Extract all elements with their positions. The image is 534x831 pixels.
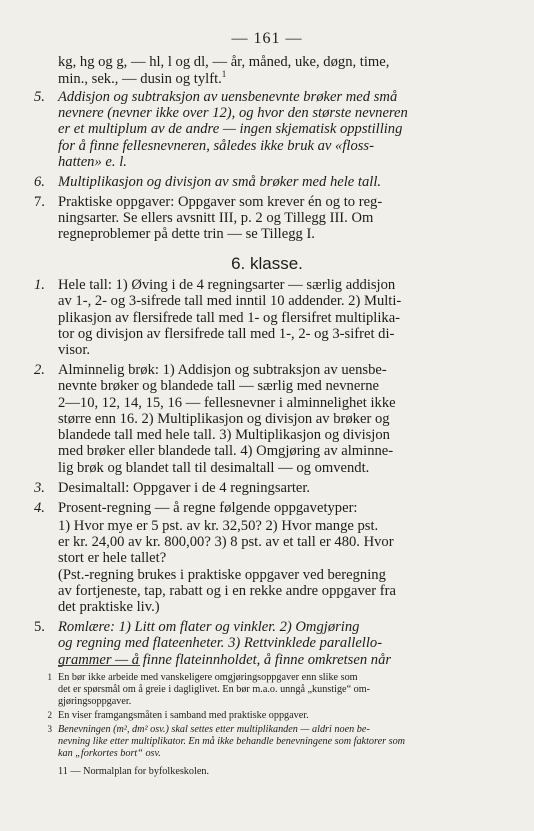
b2-line: lig brøk og blandet tall til desimaltall — og omvendt. (58, 459, 370, 476)
footnote-line: kan „forkortes bort“ osv. (58, 748, 161, 759)
item-number: 4. (34, 499, 45, 516)
footnote-line: En bør ikke arbeide med vanskeligere omgjøringsoppgaver enn slike som (58, 672, 358, 683)
item-5-line: er et multiplum av de andre — ingen skjematisk oppstilling (58, 121, 403, 138)
footnote-line: Benevningen (m², dm² osv.) skal settes etter multiplikanden — aldri noen be- (58, 724, 370, 735)
b4-line: det praktiske liv.) (58, 599, 160, 616)
page-signature: 11 — Normalplan for byfolkeskolen. (58, 766, 209, 777)
item-5-line: hatten» e. l. (58, 153, 127, 170)
b2-line: nevnte brøker og blandede tall — særlig med nevnerne (58, 378, 379, 395)
b1-line: visor. (58, 342, 91, 359)
b4-line: av fortjeneste, tap, rabatt og i en rekke andre oppgaver fra (58, 582, 396, 599)
item-5-line: nevnere (nevner ikke over 12), og hvor den største nevneren (58, 104, 408, 121)
item-6-line: Multiplikasjon og divisjon av små brøker med hele tall. (58, 173, 382, 190)
footnote-line: gjøringsoppgaver. (58, 696, 132, 707)
footnote-mark: 3 (47, 724, 52, 734)
b2-line: 2—10, 12, 14, 15, 16 — fellesnevner i alminnelighet ikke (58, 394, 396, 411)
item-number: 6. (34, 173, 45, 190)
item-number: 7. (34, 193, 45, 210)
b1-line: tor og divisjon av flersifrede tall med 1-, 2- og 3-sifret di- (58, 325, 395, 342)
footnote-line: det er spørsmål om å greie i dagliglivet. En bør m.a.o. unngå „kunstige“ om- (58, 684, 371, 695)
b1-line: av 1-, 2- og 3-sifrede tall med inntil 10 addender. 2) Multi- (58, 293, 402, 310)
item-number: 5. (34, 619, 45, 636)
item-5-line: Addisjon og subtraksjon av uensbenevnte brøker med små (58, 88, 398, 105)
footnote-mark: 2 (47, 710, 52, 720)
b3-line: Desimaltall: Oppgaver i de 4 regningsarter. (58, 479, 311, 496)
intro-line-2: min., sek., — dusin og tylft.$^1$ (58, 68, 227, 87)
page-number: — 161 — (231, 30, 303, 47)
footnote-ref: 1 (221, 68, 227, 79)
b2-line: blandede tall med hele tall. 3) Multiplikasjon og divisjon (58, 427, 390, 444)
item-number: 5. (34, 88, 45, 105)
b4-line: 1) Hvor mye er 5 pst. av kr. 32,50? 2) Hvor mange pst. (58, 517, 379, 534)
b5-line: grammer — å finne flateinnholdet, å finne omkretsen når (58, 651, 392, 668)
b1-line: Hele tall: 1) Øving i de 4 regningsarter — særlig addisjon (58, 276, 396, 293)
item-5-line: for å finne fellesnevneren, således ikke bruk av «floss- (58, 137, 374, 154)
b1-line: plikasjon av flersifrede tall med 1- og flersifret multiplika- (58, 309, 401, 326)
b4-line: Prosent-regning — å regne følgende oppgavetyper: (58, 499, 358, 516)
b5-line: Romlære: 1) Litt om flater og vinkler. 2) Omgjøring (58, 619, 360, 636)
item-7-line: ningsarter. Se ellers avsnitt III, p. 2 og Tillegg III. Om (58, 209, 374, 226)
item-number: 2. (34, 362, 45, 378)
intro-line-1: kg, hg og g, — hl, l og dl, — år, måned, uke, døgn, time, (58, 54, 390, 71)
b5-line: og regning med flateenheter. 3) Rettvinklede parallello- (58, 635, 383, 652)
footnote-line: nevning like etter multiplikator. En må ikke behandle benevningene som faktorer som (58, 736, 406, 747)
item-7-line: Praktiske oppgaver: Oppgaver som krever én og to reg- (58, 193, 383, 210)
footnote-rule (58, 665, 140, 666)
b4-line: (Pst.-regning brukes i praktiske oppgaver ved beregning (58, 566, 386, 583)
b4-line: er kr. 24,00 av kr. 800,00? 3) 8 pst. av et tall er 480. Hvor (58, 533, 394, 550)
item-number: 1. (34, 276, 45, 293)
b2-line: Alminnelig brøk: 1) Addisjon og subtraksjon av uensbe- (58, 362, 387, 378)
b2-line: større enn 16. 2) Multiplikasjon og divisjon av brøker og (58, 410, 390, 427)
b4-line: stort er hele tallet? (58, 550, 167, 567)
section-heading: 6. klasse. (231, 254, 303, 274)
b2-line: med brøker eller blandede tall. 4) Omgjøring av alminne- (58, 443, 394, 460)
footnote-line: En viser framgangsmåten i samband med praktiske oppgaver. (58, 710, 309, 721)
footnote-mark: 1 (47, 672, 52, 682)
item-7-line: regneproblemer på dette trin — se Tillegg I. (58, 226, 315, 243)
item-number: 3. (34, 479, 45, 496)
